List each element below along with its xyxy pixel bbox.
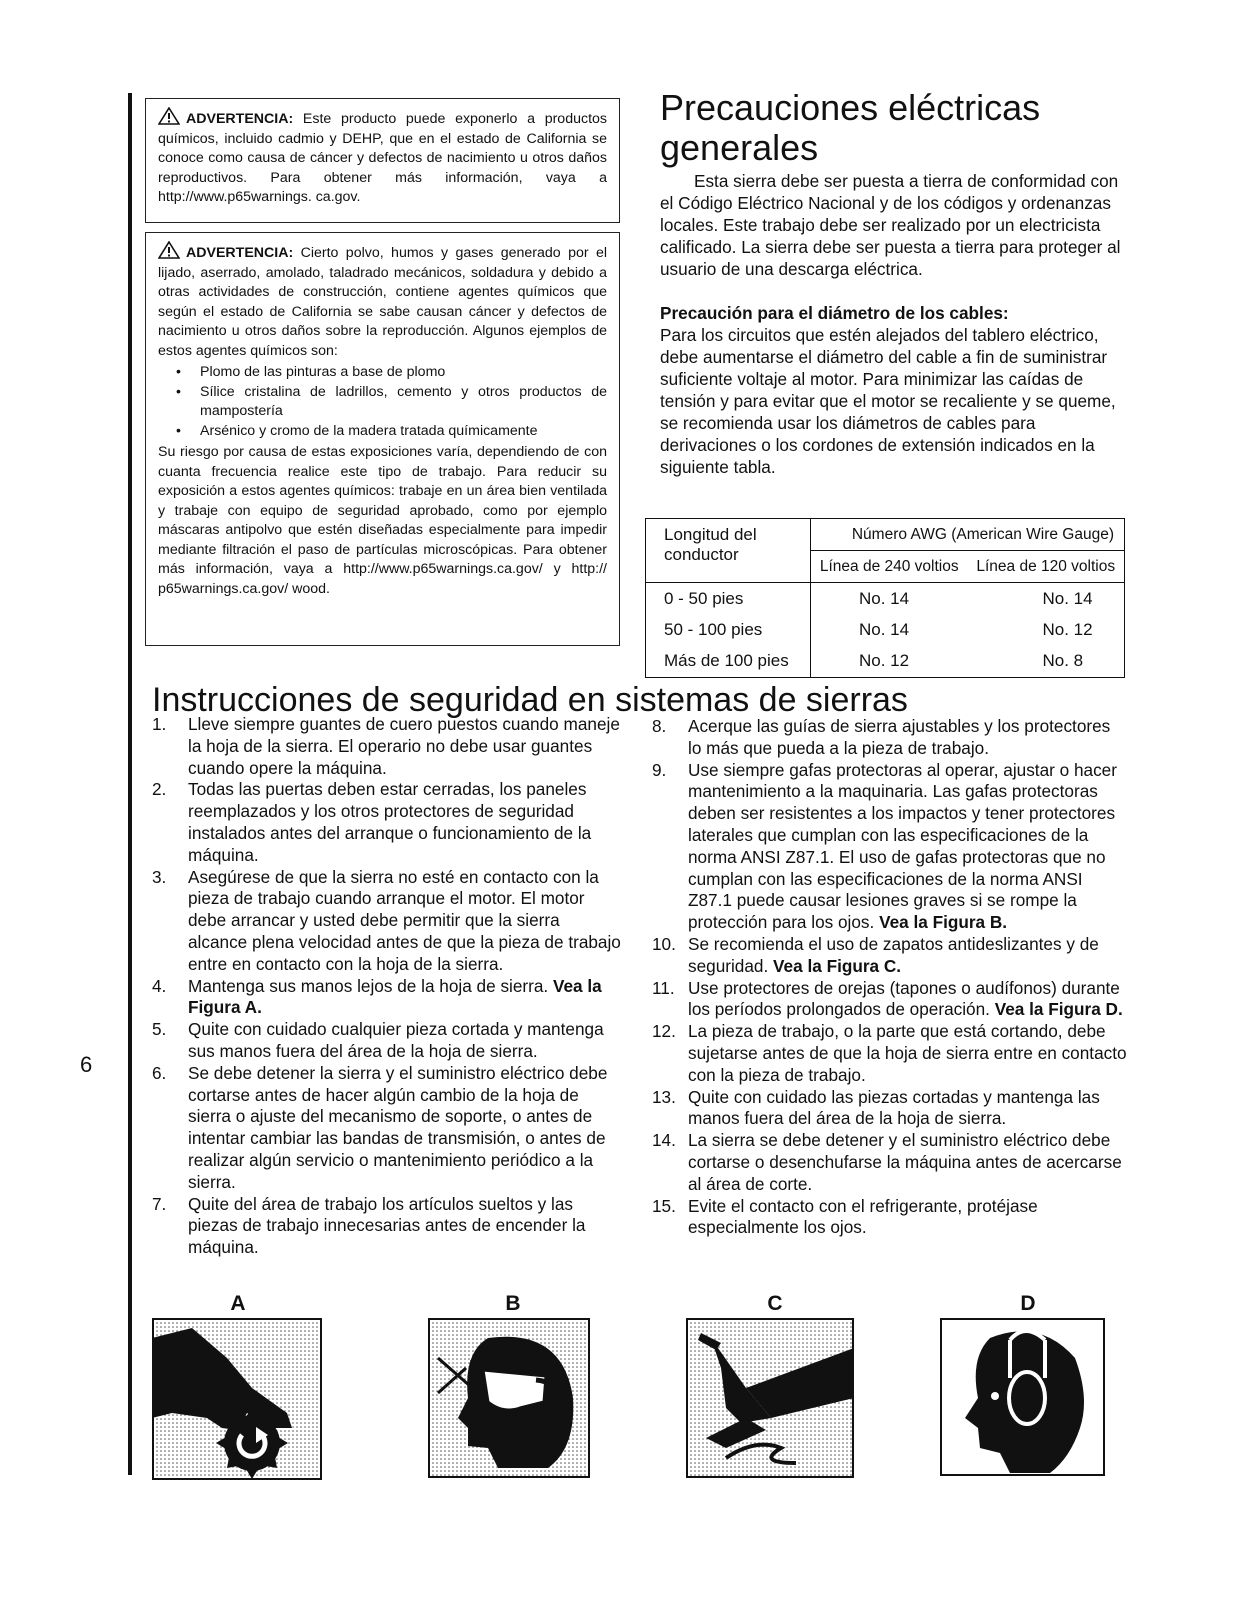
list-item: 15. Evite el contacto con el refrigerante, protéjase especialmente los ojos.	[652, 1195, 1038, 1238]
title-line: Precauciones eléctricas	[660, 87, 1041, 128]
safety-list-right	[652, 716, 1127, 1239]
list-item: • Arsénico y cromo de la madera tratada químicamente	[176, 422, 607, 442]
table-row	[646, 646, 1125, 678]
table-cell: 50 - 100 pies	[646, 614, 811, 645]
electrical-section-title	[660, 88, 1040, 168]
cable-section	[660, 302, 1135, 478]
figure-label-c: C	[767, 1292, 783, 1315]
list-item: 5. Quite con cuidado cualquier pieza cortada y mantenga sus manos fuera del área de la hoja de sierra.	[152, 1019, 604, 1061]
table-cell: Más de 100 pies	[646, 646, 811, 678]
list-item: 9. Use siempre gafas protectoras al operar, ajustar o hacer mantenimiento a la maquinaria. Las gafas protectoras deben ser resistentes a los impactos y tener protectores laterales que cumplan con las especificaciones de la norma ANSI Z87.1. El uso de gafas protectoras que no cumplan con las especificaciones de la norma ANSI Z87.1 puede causar lesiones graves si se rompe la protección para los ojos. Vea la Figura B.	[652, 759, 1117, 933]
margin-rule	[128, 93, 132, 1475]
table-cell: No. 12	[968, 614, 1125, 645]
warning-closing-text: Su riesgo por causa de estas exposiciones varía, dependiendo de con cuanta frecuencia realice este tipo de trabajo. Para reducir su exposición a estos agentes químicos: trabaje en un área bien ventilada y trabaje con equipo de seguridad aprobado, como por ejemplo máscaras antipolvo que estén diseñadas especialmente para impedir mediante filtración el paso de partículas microscópicas. Para obtener más información, vaya a http://www.p65warnings.ca.gov/ y http:// p65warnings.ca.gov/ wood.	[158, 444, 607, 597]
non-slip-shoes-icon	[686, 1318, 854, 1478]
list-item: 10. Se recomienda el uso de zapatos antideslizantes y de seguridad. Vea la Figura C.	[652, 933, 1099, 976]
figure-label-d: D	[1020, 1292, 1036, 1315]
hand-saw-blade-icon	[152, 1318, 322, 1480]
safety-glasses-icon	[428, 1318, 590, 1478]
cable-heading: Precaución para el diámetro de los cables:	[660, 303, 1009, 323]
list-item: 13. Quite con cuidado las piezas cortadas y mantenga las manos fuera del área de la hoja de sierra.	[652, 1086, 1100, 1129]
warning-label: ADVERTENCIA:	[186, 111, 294, 127]
table-cell: No. 14	[859, 588, 910, 608]
list-item: 7. Quite del área de trabajo los artículos sueltos y las piezas de trabajo innecesarias antes de encender la máquina.	[152, 1193, 586, 1258]
table-header-awg: Número AWG (American Wire Gauge)	[811, 519, 1125, 551]
list-item: 1. Lleve siempre guantes de cuero puestos cuando maneje la hoja de la sierra. El operario no debe usar guantes cuando opere la máquina.	[152, 714, 620, 778]
list-item: 6. Se debe detener la sierra y el suministro eléctrico debe cortarse antes de hacer algún cambio de la hoja de sierra o ajuste del mecanismo de soporte, o antes de intentar cambiar las bandas de transmisión, o antes de realizar algún servicio o mantenimiento periódico a la sierra.	[152, 1062, 608, 1192]
warning-triangle-icon	[158, 107, 180, 125]
title-line: generales	[660, 127, 819, 168]
chemical-list	[176, 363, 607, 441]
list-item: 3. Asegúrese de que la sierra no esté en contacto con la pieza de trabajo cuando arranque el motor. El motor debe arrancar y usted debe permitir que la sierra alcance plena velocidad antes de que la pieza de trabajo entre en contacto con la hoja de la sierra.	[152, 866, 621, 974]
table-header-240: Línea de 240 voltios	[811, 551, 968, 583]
table-row	[646, 614, 1125, 645]
warning-box-chemicals	[145, 98, 620, 223]
table-cell: No. 12	[811, 646, 968, 678]
warning-box-dust	[145, 232, 620, 646]
list-item: 2. Todas las puertas deben estar cerradas, los paneles reemplazados y los otros protectores de seguridad instalados antes del arranque o funcionamiento de la máquina.	[152, 779, 592, 865]
list-item: • Sílice cristalina de ladrillos, cemento y otros productos de mampostería	[176, 383, 607, 422]
electrical-body	[660, 170, 1135, 280]
warning-triangle-icon	[158, 241, 180, 259]
table-header-length: Longitud del conductor	[646, 519, 811, 583]
table-row	[646, 583, 1125, 615]
saw-safety-title: Instrucciones de seguridad en sistemas de sierras	[152, 681, 908, 719]
awg-table	[645, 518, 1125, 678]
list-item: • Plomo de las pinturas a base de plomo	[176, 363, 607, 383]
list-item: 8. Acerque las guías de sierra ajustables y los protectores lo más que pueda a la pieza de trabajo.	[652, 716, 1111, 758]
table-cell: No. 14	[859, 619, 910, 639]
page-number: 6	[80, 1052, 93, 1077]
table-header-120: Línea de 120 voltios	[968, 551, 1125, 583]
paragraph: Para los circuitos que estén alejados del tablero eléctrico, debe aumentarse el diámetro del cable a fin de suministrar suficiente voltaje al motor. Para minimizar las caídas de tensión y para evitar que el motor se recaliente y se queme, se recomienda usar los diámetros de cables para derivaciones o los cordones de extensión indicados en la siguiente tabla.	[660, 325, 1116, 477]
list-item: 4. Mantenga sus manos lejos de la hoja de sierra. Vea la Figura A.	[152, 975, 602, 1018]
paragraph: Esta sierra debe ser puesta a tierra de conformidad con el Código Eléctrico Nacional y de los códigos y ordenanzas locales. Este trabajo debe ser realizado por un electricista calificado. La sierra debe ser puesta a tierra para proteger al usuario de una descarga eléctrica.	[660, 171, 1121, 279]
table-cell: No. 14	[968, 583, 1125, 615]
list-item: 11. Use protectores de orejas (tapones o audífonos) durante los períodos prolongados de operación. Vea la Figura D.	[652, 977, 1123, 1020]
figure-label-b: B	[505, 1292, 521, 1315]
list-item: 14. La sierra se debe detener y el suministro eléctrico debe cortarse o desenchufarse la máquina antes de acercarse al área de corte.	[652, 1130, 1122, 1194]
warning-text: Cierto polvo, humos y gases generado por el lijado, aserrado, amolado, taladrado mecánicos, soldadura y debido a otras actividades de construcción, contiene agentes químicos que según el estado de California se sabe causan cáncer y defectos de nacimiento u otros daños sobre la reproducción. Algunos ejemplos de estos agentes químicos son:	[158, 245, 607, 359]
table-cell: 0 - 50 pies	[646, 583, 811, 615]
table-cell: No. 8	[968, 646, 1125, 678]
safety-list-left	[152, 714, 622, 1259]
warning-label: ADVERTENCIA:	[186, 245, 294, 261]
ear-protection-icon	[940, 1318, 1105, 1476]
list-item: 12. La pieza de trabajo, o la parte que está cortando, debe sujetarse antes de que la hoja de sierra entre en contacto con la pieza de trabajo.	[652, 1021, 1127, 1085]
figure-label-a: A	[230, 1292, 246, 1315]
warning-text: Este producto puede exponerlo a productos químicos, incluido cadmio y DEHP, que en el estado de California se conoce como causa de cáncer y defectos de nacimiento u otros daños reproductivos. Para obtener más información, vaya a http://www.p65warnings. ca.gov.	[158, 111, 607, 205]
